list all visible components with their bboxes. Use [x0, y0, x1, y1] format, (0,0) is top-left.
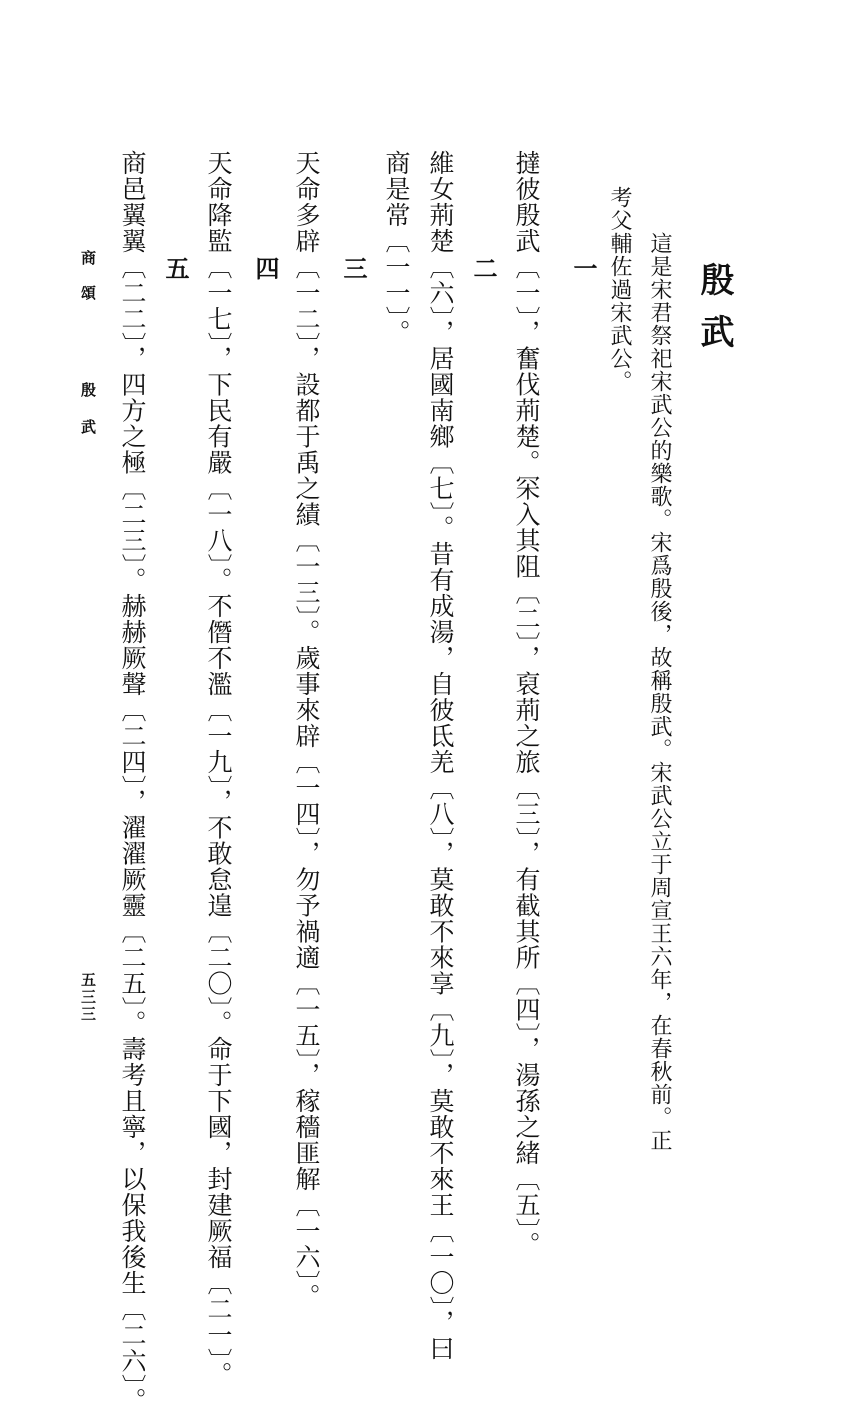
stanza-number: 四 — [251, 256, 279, 280]
running-head-section: 商頌 — [79, 250, 97, 320]
stanza-line: 商邑翼翼〔二二〕，四方之極〔二三〕。赫赫厥聲〔二四〕，濯濯厥靈〔二五〕。壽考且寧，以保我後生〔二六〕。 — [118, 150, 147, 1414]
running-head-chapter: 殷武 — [79, 382, 97, 456]
stanza-number: 三 — [339, 256, 367, 280]
poem-title: 殷武 — [694, 262, 734, 366]
stanza-line: 天命降監〔一七〕，下民有嚴〔一八〕。不僭不濫〔一九〕，不敢怠遑〔二〇〕。命于下國，封建厥福〔二一〕。 — [204, 150, 233, 1388]
stanza-number: 二 — [469, 256, 497, 280]
stanza-number: 五 — [161, 256, 189, 280]
stanza-number: 一 — [569, 256, 597, 280]
intro-line-2: 考父輔佐過宋武公。 — [607, 186, 632, 393]
intro-line-1: 這是宋君祭祀宋武公的樂歌。宋爲殷後，故稱殷武。宋武公立于周宣王六年，在春秋前。正 — [647, 232, 672, 1152]
stanza-line: 維女荊楚〔六〕，居國南鄉〔七〕。昔有成湯，自彼氐羌〔八〕，莫敢不來享〔九〕，莫敢不來王〔一〇〕，曰 — [426, 150, 455, 1362]
stanza-line: 撻彼殷武〔一〕，奮伐荊楚。罙入其阻〔二〕，裒荊之旅〔三〕，有截其所〔四〕，湯孫之緒〔五〕。 — [512, 150, 541, 1258]
stanza-line: 商是常〔一一〕。 — [382, 150, 411, 346]
stanza-line: 天命多辟〔一二〕，設都于禹之績〔一三〕。歲事來辟〔一四〕，勿予禍適〔一五〕，稼穡匪解〔一六〕。 — [292, 150, 321, 1310]
page-number: 五三三 — [79, 972, 97, 1023]
